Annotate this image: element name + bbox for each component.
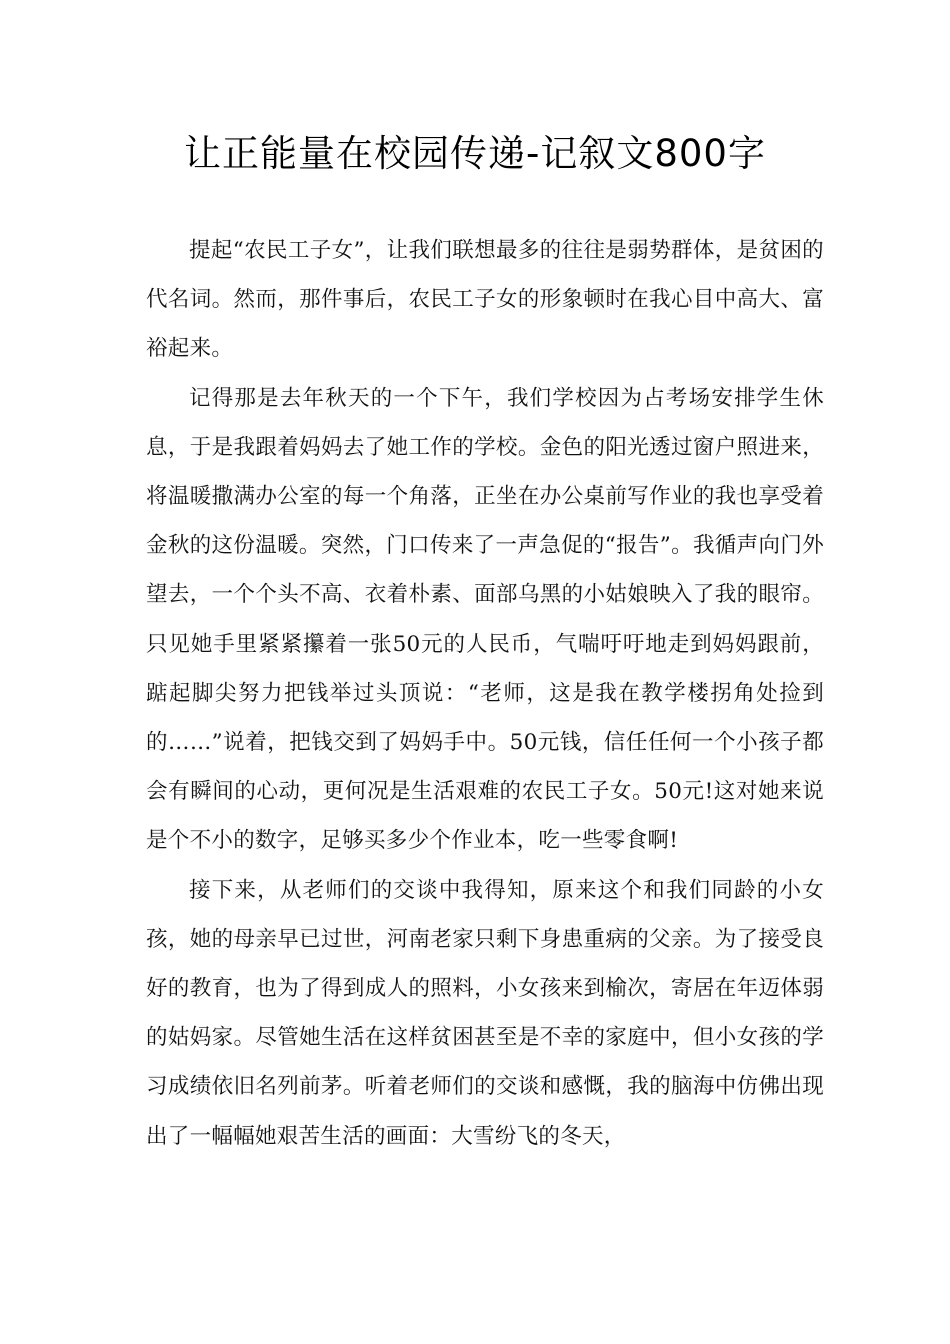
document-title: 让正能量在校园传递-记叙文800字 [184, 132, 766, 175]
paragraph-1: 提起“农民工子女”，让我们联想最多的往往是弱势群体，是贫困的代名词。然而，那件事后，农民工子女的形象顿时在我心目中高大、富裕起来。 [146, 238, 824, 362]
document-body [146, 226, 824, 1161]
paragraph-2: 记得那是去年秋天的一个下午，我们学校因为占考场安排学生休息，于是我跟着妈妈去了她工作的学校。金色的阳光透过窗户照进来，将温暖撒满办公室的每一个角落，正坐在办公桌前写作业的我也享受着金秋的这份温暖。突然，门口传来了一声急促的“报告”。我循声向门外望去，一个个头不高、衣着朴素、面部乌黑的小姑娘映入了我的眼帘。只见她手里紧紧攥着一张50元的人民币，气喘吁吁地走到妈妈跟前，踮起脚尖努力把钱举过头顶说：“老师，这是我在教学楼拐角处捡到的……”说着，把钱交到了妈妈手中。50元钱，信任任何一个小孩子都会有瞬间的心动，更何况是生活艰难的农民工子女。50元!这对她来说是个不小的数字，足够买多少个作业本，吃一些零食啊! [146, 385, 824, 854]
paragraph-3: 接下来，从老师们的交谈中我得知，原来这个和我们同龄的小女孩，她的母亲早已过世，河南老家只剩下身患重病的父亲。为了接受良好的教育，也为了得到成人的照料，小女孩来到榆次，寄居在年迈体弱的姑妈家。尽管她生活在这样贫困甚至是不幸的家庭中，但小女孩的学习成绩依旧名列前茅。听着老师们的交谈和感慨，我的脑海中仿佛出现出了一幅幅她艰苦生活的画面：大雪纷飞的冬天， [146, 877, 824, 1149]
